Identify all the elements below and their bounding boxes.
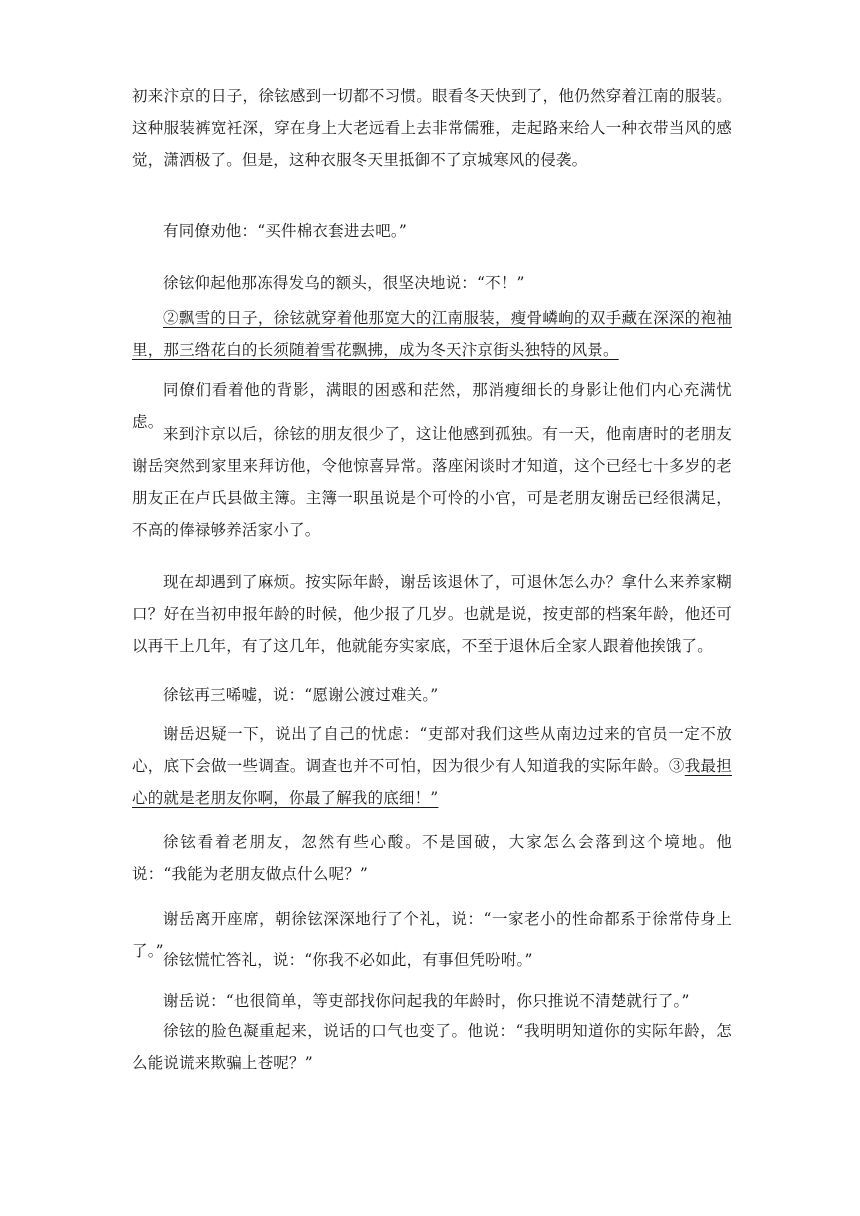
paragraph-9-text: 谢岳迟疑一下，说出了自己的忧虑：“吏部对我们这些从南边过来的官员一定不放心，底下会做一些调查。调查也并不可怕，因为很少有人知道我的实际年龄。③ (132, 725, 732, 775)
paragraph-5: 同僚们看着他的背影，满眼的困惑和茫然，那消瘦细长的身影让他们内心充满忧虑。 (132, 381, 732, 431)
underlined-sentence-2: ②飘雪的日子，徐铉就穿着他那宽大的江南服装，瘦骨嶙峋的双手藏在深深的袍袖里，那三绺花白的长须随着雪花飘拂，成为冬天汴京街头独特的风景。 (132, 309, 732, 359)
underlined-sentence-3: 我最担心的就是老朋友你啊，你最了解我的底细！” (132, 757, 732, 807)
paragraph-9 (132, 718, 732, 814)
paragraph-6: 来到汴京以后，徐铉的朋友很少了，这让他感到孤独。有一天，他南唐时的老朋友谢岳突然到家里来拜访他，令他惊喜异常。落座闲谈时才知道，这个已经七十多岁的老朋友正在卢氏县做主簿。主簿一职虽说是个可怜的小官，可是老朋友谢岳已经很满足，不高的俸禄够养活家小了。 (132, 425, 732, 539)
paragraph-4-underlined (132, 302, 732, 366)
paragraph-13: 谢岳说：“也很简单，等吏部找你问起我的年龄时，你只推说不清楚就行了。” (163, 992, 690, 1010)
paragraph-10: 徐铉看着老朋友，忽然有些心酸。不是国破，大家怎么会落到这个境地。他说：“我能为老朋友做点什么呢？” (132, 833, 732, 883)
paragraph-2: 有同僚劝他：“买件棉衣套进去吧。” (163, 222, 407, 240)
paragraph-1: 初来汴京的日子，徐铉感到一切都不习惯。眼看冬天快到了，他仍然穿着江南的服装。这种服装裤宽衽深，穿在身上大老远看上去非常儒雅，走起路来给人一种衣带当风的感觉，潇洒极了。但是，这种衣服冬天里抵御不了京城寒风的侵袭。 (132, 87, 732, 169)
paragraph-14: 徐铉的脸色凝重起来，说话的口气也变了。他说：“我明明知道你的实际年龄，怎么能说谎来欺骗上苍呢？” (132, 1022, 732, 1072)
paragraph-11: 谢岳离开座席，朝徐铉深深地行了个礼，说：“一家老小的性命都系于徐常侍身上了。” (132, 910, 732, 960)
paragraph-8: 徐铉再三唏嘘，说：“愿谢公渡过难关。” (163, 686, 439, 704)
paragraph-12: 徐铉慌忙答礼，说：“你我不必如此，有事但凭吩咐。” (163, 951, 533, 969)
paragraph-7: 现在却遇到了麻烦。按实际年龄，谢岳该退休了，可退休怎么办？拿什么来养家糊口？好在当初申报年龄的时候，他少报了几岁。也就是说，按吏部的档案年龄，他还可以再干上几年，有了这几年，他就能夯实家底，不至于退休后全家人跟着他挨饿了。 (132, 573, 732, 655)
paragraph-3: 徐铉仰起他那冻得发乌的额头，很坚决地说：“不！” (163, 274, 525, 292)
